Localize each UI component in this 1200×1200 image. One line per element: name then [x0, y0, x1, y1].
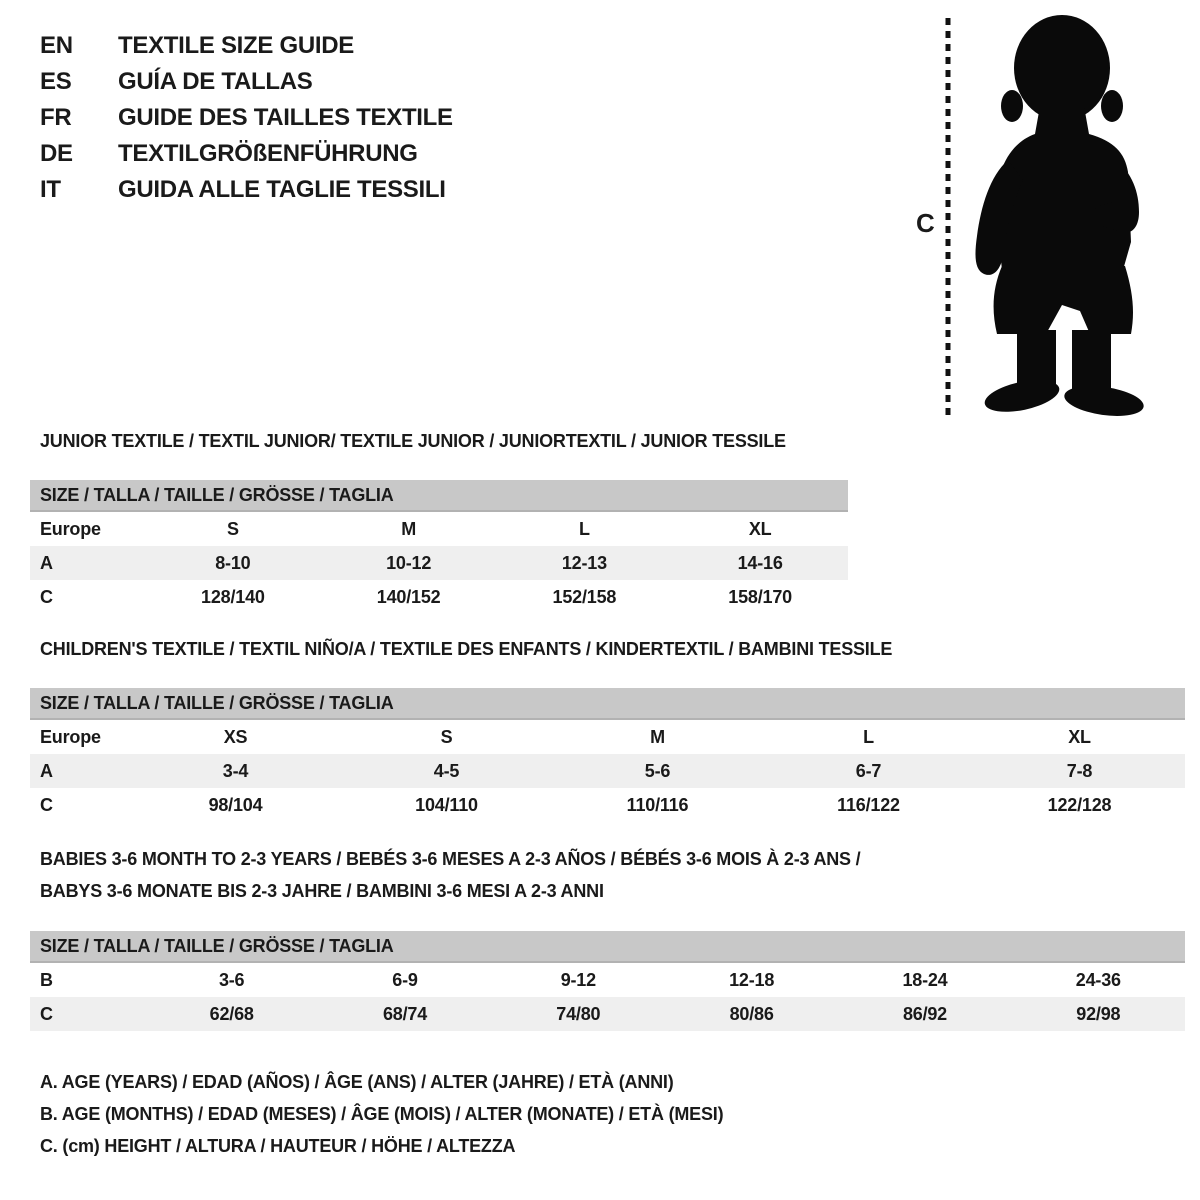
column-header: S	[440, 727, 453, 747]
junior-row-height	[30, 580, 848, 614]
column-header: XS	[223, 727, 248, 747]
table-cell: 24-36	[1075, 970, 1121, 990]
junior-columns-row	[30, 512, 848, 546]
children-section	[30, 638, 1185, 822]
language-code: ES	[40, 68, 72, 95]
table-cell: 6-7	[855, 761, 882, 781]
table-cell: 140/152	[376, 587, 441, 607]
language-title: TEXTILGRÖßENFÜHRUNG	[118, 140, 418, 167]
table-cell: 122/128	[1047, 795, 1112, 815]
table-cell: 128/140	[201, 587, 265, 607]
language-title: TEXTILE SIZE GUIDE	[118, 32, 354, 59]
table-cell: 74/80	[556, 1004, 601, 1024]
table-cell: 4-5	[433, 761, 460, 781]
language-row-it	[40, 172, 453, 208]
table-cell: 98/104	[208, 795, 263, 815]
language-title-list	[40, 28, 453, 208]
junior-section	[30, 430, 848, 614]
table-cell: 10-12	[386, 553, 432, 573]
column-header: XL	[1068, 727, 1091, 747]
row-label: A	[40, 761, 53, 781]
column-header: L	[863, 727, 874, 747]
height-measure-label: C	[916, 208, 935, 238]
table-cell: 80/86	[729, 1004, 774, 1024]
babies-size-header: SIZE / TALLA / TAILLE / GRÖSSE / TAGLIA	[30, 931, 1185, 963]
column-header: XL	[748, 519, 772, 539]
row-label: C	[40, 795, 53, 815]
table-cell: 12-13	[561, 553, 607, 573]
language-code: DE	[40, 140, 73, 167]
children-row-height	[30, 788, 1185, 822]
babies-size-table	[30, 931, 1185, 1031]
children-row-age	[30, 754, 1185, 788]
language-title: GUIDA ALLE TAGLIE TESSILI	[118, 176, 446, 203]
table-cell: 7-8	[1066, 761, 1093, 781]
row-label: C	[40, 587, 53, 607]
language-row-en	[40, 28, 453, 64]
language-title: GUÍA DE TALLAS	[118, 68, 313, 95]
table-cell: 18-24	[902, 970, 948, 990]
children-size-table	[30, 688, 1185, 822]
table-cell: 5-6	[644, 761, 671, 781]
table-cell: 110/116	[626, 795, 689, 815]
table-cell: 92/98	[1076, 1004, 1121, 1024]
legend-line-a: A. AGE (YEARS) / EDAD (AÑOS) / ÂGE (ANS) / ALTER (JAHRE) / ETÀ (ANNI)	[40, 1072, 674, 1092]
language-title: GUIDE DES TAILLES TEXTILE	[118, 104, 453, 131]
table-cell: 9-12	[560, 970, 596, 990]
table-cell: 152/158	[552, 587, 617, 607]
column-header: Europe	[40, 519, 101, 539]
junior-size-header: SIZE / TALLA / TAILLE / GRÖSSE / TAGLIA	[30, 480, 848, 512]
table-cell: 68/74	[382, 1004, 428, 1024]
babies-section	[30, 843, 1185, 1031]
table-cell: 116/122	[837, 795, 900, 815]
babies-title-line1: BABIES 3-6 MONTH TO 2-3 YEARS / BEBÉS 3-6 MESES A 2-3 AÑOS / BÉBÉS 3-6 MOIS À 2-3 ANS /	[40, 849, 861, 869]
babies-row-age-months	[30, 963, 1185, 997]
junior-row-age	[30, 546, 848, 580]
column-header: M	[650, 727, 665, 747]
children-columns-row	[30, 720, 1185, 754]
junior-size-table	[30, 480, 848, 614]
row-label: B	[40, 970, 53, 990]
table-cell: 3-4	[222, 761, 249, 781]
column-header: Europe	[40, 727, 101, 747]
column-header: L	[578, 519, 590, 539]
language-code: IT	[40, 176, 61, 203]
junior-section-title: JUNIOR TEXTILE / TEXTIL JUNIOR/ TEXTILE JUNIOR / JUNIORTEXTIL / JUNIOR TESSILE	[40, 431, 786, 451]
table-cell: 3-6	[218, 970, 245, 990]
language-row-fr	[40, 100, 453, 136]
table-cell: 12-18	[729, 970, 775, 990]
column-header: M	[401, 519, 417, 539]
measure-legend	[40, 1066, 723, 1162]
language-row-de	[40, 136, 453, 172]
toddler-silhouette-icon	[962, 10, 1164, 420]
language-code: FR	[40, 104, 72, 131]
table-cell: 6-9	[392, 970, 418, 990]
children-size-header: SIZE / TALLA / TAILLE / GRÖSSE / TAGLIA	[30, 688, 1185, 720]
language-row-es	[40, 64, 453, 100]
table-cell: 158/170	[728, 587, 792, 607]
babies-row-height	[30, 997, 1185, 1031]
table-cell: 104/110	[415, 795, 478, 815]
babies-title-line2: BABYS 3-6 MONATE BIS 2-3 JAHRE / BAMBINI 3-6 MESI A 2-3 ANNI	[40, 881, 604, 901]
legend-line-c: C. (cm) HEIGHT / ALTURA / HAUTEUR / HÖHE / ALTEZZA	[40, 1136, 516, 1156]
babies-section-title	[30, 843, 1185, 907]
table-cell: 86/92	[902, 1004, 947, 1024]
legend-line-b: B. AGE (MONTHS) / EDAD (MESES) / ÂGE (MOIS) / ALTER (MONATE) / ETÀ (MESI)	[40, 1104, 724, 1124]
language-code: EN	[40, 32, 73, 59]
table-cell: 62/68	[209, 1004, 254, 1024]
row-label: A	[40, 553, 53, 573]
height-figure	[900, 8, 1195, 426]
table-cell: 8-10	[215, 553, 251, 573]
children-section-title: CHILDREN'S TEXTILE / TEXTIL NIÑO/A / TEXTILE DES ENFANTS / KINDERTEXTIL / BAMBINI TESSILE	[40, 639, 893, 659]
column-header: S	[226, 519, 239, 539]
table-cell: 14-16	[737, 553, 783, 573]
height-dashed-line-icon	[944, 18, 952, 418]
row-label: C	[40, 1004, 53, 1024]
